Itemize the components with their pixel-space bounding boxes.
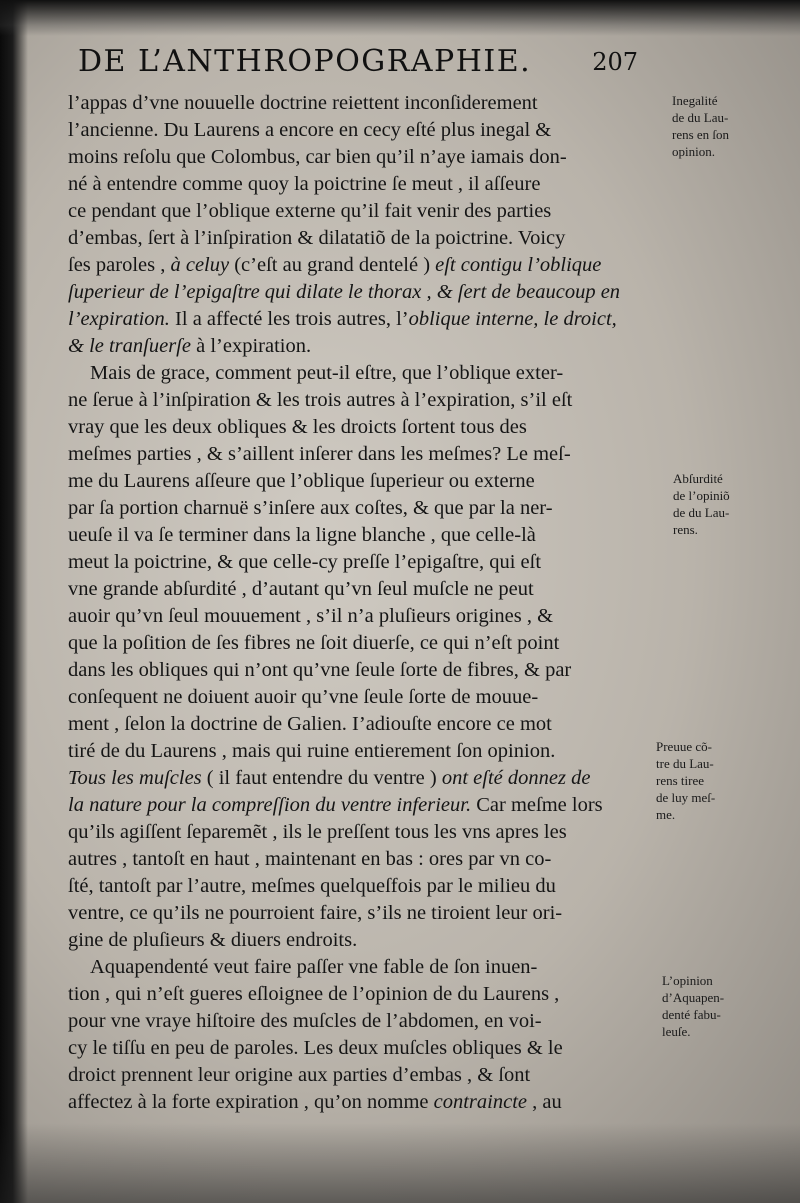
text-line: auoir qu’vn ſeul mouuement , s’il n’a pluſieurs origines , &	[68, 605, 554, 627]
running-title: DE L’ANTHROPOGRAPHIE.	[78, 44, 532, 79]
text-line: ſuperieur de l’epigaſtre qui dilate le thorax , & ſert de beaucoup en	[68, 281, 621, 303]
binding-shadow	[0, 0, 28, 1203]
text-line: meſmes parties , & s’aillent inſerer dans les meſmes? Le meſ-	[68, 443, 571, 465]
top-edge-shadow	[0, 0, 800, 36]
text-line: moins reſolu que Colombus, car bien qu’il n’aye iamais don-	[68, 146, 567, 168]
margin-note: Abſurdité de l’opiniõ de du Lau- rens.	[673, 471, 730, 537]
text-line: gine de pluſieurs & diuers endroits.	[68, 929, 358, 951]
text-line: ueuſe il va ſe terminer dans la ligne blanche , que celle-là	[68, 524, 536, 546]
text-line: vray que les deux obliques & les droicts ſortent tous des	[68, 416, 527, 438]
text-line: droict prennent leur origine aux parties d’embas , & ſont	[68, 1064, 531, 1086]
text-line: tion , qui n’eſt gueres eſloignee de l’opinion de du Laurens ,	[68, 983, 560, 1005]
margin-note: Inegalité de du Lau- rens en ſon opinion.	[672, 93, 730, 159]
page-header	[78, 44, 638, 84]
text-line: & le tranſuerſe à l’expiration.	[68, 335, 312, 357]
text-line: cy le tiſſu en peu de paroles. Les deux muſcles obliques & le	[68, 1037, 563, 1059]
text-line: meut la poictrine, & que celle-cy preſſe l’epigaſtre, qui eſt	[68, 551, 542, 573]
text-line: affectez à la forte expiration , qu’on nomme contraincte , au	[68, 1091, 562, 1113]
margin-note: L’opinion d’Aquapen- denté fabu- leuſe.	[662, 973, 725, 1039]
text-line: qu’ils agiſſent ſeparemẽt , ils le preſſent tous les vns apres les	[68, 821, 567, 843]
page-number: 207	[592, 48, 638, 76]
text-line: par ſa portion charnuë s’inſere aux coſtes, & que par la ner-	[68, 497, 553, 519]
text-line: pour vne vraye hiſtoire des muſcles de l’abdomen, en voi-	[68, 1010, 542, 1032]
text-line: vne grande abſurdité , d’autant qu’vn ſeul muſcle ne peut	[68, 578, 534, 600]
text-line: conſequent ne doiuent auoir qu’vne ſeule ſorte de mouue-	[68, 686, 539, 708]
text-line: ventre, ce qu’ils ne pourroient faire, s’ils ne tiroient leur ori-	[68, 902, 563, 924]
text-line: Mais de grace, comment peut-il eſtre, que l’oblique exter-	[90, 362, 564, 384]
text-line: d’embas, ſert à l’inſpiration & dilatatiõ de la poictrine. Voicy	[68, 227, 566, 249]
bottom-edge-shadow	[0, 1123, 800, 1203]
text-line: dans les obliques qui n’ont qu’vne ſeule ſorte de fibres, & par	[68, 659, 572, 681]
text-line: ne ſerue à l’inſpiration & les trois autres à l’expiration, s’il eſt	[68, 389, 573, 411]
text-line: l’ancienne. Du Laurens a encore en cecy eſté plus inegal &	[68, 119, 552, 141]
text-line: l’appas d’vne nouuelle doctrine reiettent inconſiderement	[68, 92, 538, 114]
text-line: né à entendre comme quoy la poictrine ſe meut , il aſſeure	[68, 173, 541, 195]
text-line: tiré de du Laurens , mais qui ruine entierement ſon opinion.	[68, 740, 556, 762]
text-line: ce pendant que l’oblique externe qu’il fait venir des parties	[68, 200, 552, 222]
text-line: ſes paroles , à celuy (c’eſt au grand dentelé ) eſt contigu l’oblique	[68, 254, 602, 276]
text-line: me du Laurens aſſeure que l’oblique ſuperieur ou externe	[68, 470, 535, 492]
text-line: Aquapendenté veut faire paſſer vne fable de ſon inuen-	[90, 956, 538, 978]
text-line: l’expiration. Il a affecté les trois autres, l’oblique interne, le droict,	[68, 308, 617, 330]
text-line: ment , ſelon la doctrine de Galien. I’adiouſte encore ce mot	[68, 713, 552, 735]
text-line: la nature pour la compreſſion du ventre inferieur. Car meſme lors	[68, 794, 603, 816]
text-line: Tous les muſcles ( il faut entendre du ventre ) ont eſté donnez de	[68, 767, 591, 789]
text-line: autres , tantoſt en haut , maintenant en bas : ores par vn co-	[68, 848, 552, 870]
margin-note: Preuue cõ- tre du Lau- rens tiree de luy meſ- me.	[656, 739, 716, 822]
text-line: ſté, tantoſt par l’autre, meſmes quelqueſfois par le milieu du	[68, 875, 556, 897]
text-line: que la poſition de ſes fibres ne ſoit diuerſe, ce qui n’eſt point	[68, 632, 560, 654]
